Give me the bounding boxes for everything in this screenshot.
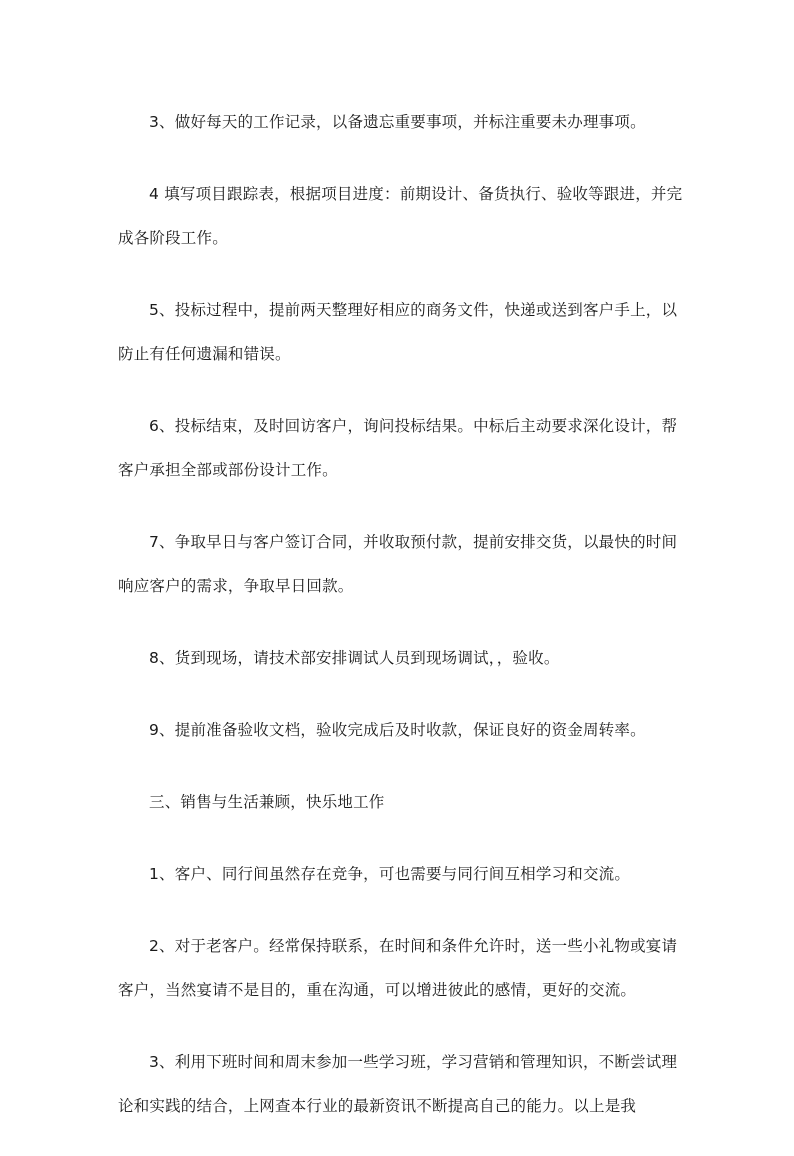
document-body	[118, 100, 684, 1156]
paragraph-old-customers: 2、对于老客户。经常保持联系，在时间和条件允许时，送一些小礼物或宴请客户，当然宴请不是目的，重在沟通，可以增进彼此的感情，更好的交流。	[118, 937, 678, 999]
paragraph-on-site-debugging: 8、货到现场，请技术部安排调试人员到现场调试，，验收。	[149, 649, 560, 667]
paragraph-acceptance-payment: 9、提前准备验收文档，验收完成后及时收款，保证良好的资金周转率。	[149, 721, 646, 739]
paragraph-bid-follow-up: 6、投标结束，及时回访客户，询问投标结果。中标后主动要求深化设计，帮客户承担全部或部份设计工作。	[118, 417, 678, 479]
paragraph-project-tracking: 4 填写项目跟踪表，根据项目进度：前期设计、备货执行、验收等跟进，并完成各阶段工作。	[118, 185, 683, 247]
paragraph-contract-signing: 7、争取早日与客户签订合同，并收取预付款，提前安排交货，以最快的时间响应客户的需求，争取早日回款。	[118, 533, 678, 595]
paragraph-self-learning: 3、利用下班时间和周末参加一些学习班，学习营销和管理知识，不断尝试理论和实践的结合，上网查本行业的最新资讯不断提高自己的能力。以上是我	[118, 1053, 678, 1115]
paragraph-bidding-process: 5、投标过程中，提前两天整理好相应的商务文件，快递或送到客户手上，以防止有任何遗漏和错误。	[118, 301, 678, 363]
paragraph-daily-work-record: 3、做好每天的工作记录，以备遗忘重要事项，并标注重要未办理事项。	[149, 113, 646, 131]
paragraph-peer-exchange: 1、客户、同行间虽然存在竞争，可也需要与同行间互相学习和交流。	[149, 865, 631, 883]
section-heading-sales-life-balance: 三、销售与生活兼顾，快乐地工作	[149, 793, 385, 811]
